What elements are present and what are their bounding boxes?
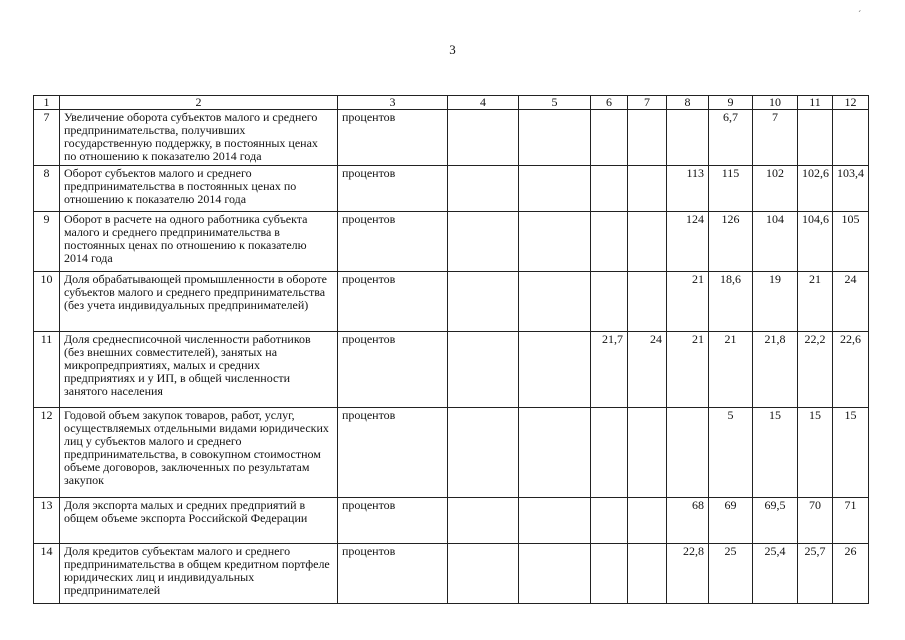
value-cell: 26 [833, 544, 869, 604]
value-cell [448, 212, 519, 272]
value-cell: 15 [753, 408, 798, 498]
column-header: 10 [753, 96, 798, 110]
value-cell [448, 272, 519, 332]
value-cell [591, 110, 628, 166]
table-row [34, 544, 869, 604]
value-cell [798, 110, 833, 166]
row-number-cell: 10 [34, 272, 60, 332]
indicator-name-cell: Оборот в расчете на одного работника субъекта малого и среднего предпринимательства в постоянных ценах по отношению к показателю 2014 года [60, 212, 338, 272]
value-cell [519, 212, 591, 272]
row-number-cell: 11 [34, 332, 60, 408]
value-cell: 68 [667, 498, 709, 544]
table-row [34, 212, 869, 272]
value-cell: 25,7 [798, 544, 833, 604]
value-cell: 21 [709, 332, 753, 408]
column-header: 9 [709, 96, 753, 110]
value-cell: 25,4 [753, 544, 798, 604]
value-cell: 71 [833, 498, 869, 544]
unit-cell: процентов [338, 110, 448, 166]
value-cell: 113 [667, 166, 709, 212]
column-header: 1 [34, 96, 60, 110]
value-cell [448, 110, 519, 166]
indicator-name-cell: Доля среднесписочной численности работников (без внешних совместителей), занятых на микропредприятиях, малых и средних предприятиях и у ИП, в общей численности занятого населения [60, 332, 338, 408]
value-cell: 22,6 [833, 332, 869, 408]
column-header: 7 [628, 96, 667, 110]
value-cell [519, 166, 591, 212]
value-cell [628, 110, 667, 166]
value-cell [628, 272, 667, 332]
value-cell: 15 [833, 408, 869, 498]
unit-cell: процентов [338, 498, 448, 544]
indicator-name-cell: Доля обрабатывающей промышленности в обороте субъектов малого и среднего предпринимательства (без учета индивидуальных предпринимателей) [60, 272, 338, 332]
value-cell: 15 [798, 408, 833, 498]
value-cell: 126 [709, 212, 753, 272]
value-cell [519, 272, 591, 332]
table-row [34, 272, 869, 332]
column-header: 5 [519, 96, 591, 110]
value-cell: 22,8 [667, 544, 709, 604]
value-cell [448, 408, 519, 498]
indicator-name-cell: Доля экспорта малых и средних предприятий в общем объеме экспорта Российской Федерации [60, 498, 338, 544]
value-cell: 70 [798, 498, 833, 544]
value-cell [628, 212, 667, 272]
row-number-cell: 8 [34, 166, 60, 212]
indicator-name-cell: Годовой объем закупок товаров, работ, услуг, осуществляемых отдельными видами юридических лиц у субъектов малого и среднего предпринимательства, в совокупном стоимостном объеме договоров, заключенных по результатам закупок [60, 408, 338, 498]
value-cell [519, 498, 591, 544]
unit-cell: процентов [338, 408, 448, 498]
row-number-cell: 9 [34, 212, 60, 272]
indicators-table [33, 95, 869, 604]
value-cell: 69 [709, 498, 753, 544]
table-row [34, 408, 869, 498]
value-cell [628, 498, 667, 544]
row-number-cell: 7 [34, 110, 60, 166]
value-cell: 103,4 [833, 166, 869, 212]
row-number-cell: 13 [34, 498, 60, 544]
column-header: 6 [591, 96, 628, 110]
value-cell: 22,2 [798, 332, 833, 408]
unit-cell: процентов [338, 332, 448, 408]
value-cell [519, 110, 591, 166]
column-header: 4 [448, 96, 519, 110]
value-cell: 21 [798, 272, 833, 332]
value-cell: 24 [833, 272, 869, 332]
row-number-cell: 14 [34, 544, 60, 604]
value-cell [591, 166, 628, 212]
value-cell: 6,7 [709, 110, 753, 166]
column-header: 12 [833, 96, 869, 110]
unit-cell: процентов [338, 544, 448, 604]
table-row [34, 166, 869, 212]
row-number-cell: 12 [34, 408, 60, 498]
value-cell [591, 272, 628, 332]
value-cell [519, 544, 591, 604]
value-cell [833, 110, 869, 166]
table-row [34, 110, 869, 166]
value-cell: 5 [709, 408, 753, 498]
value-cell: 19 [753, 272, 798, 332]
scan-mark: ´ [858, 10, 862, 21]
value-cell: 115 [709, 166, 753, 212]
value-cell [628, 166, 667, 212]
indicator-name-cell: Увеличение оборота субъектов малого и среднего предпринимательства, получивших государственную поддержку, в постоянных ценах по отношению к показателю 2014 года [60, 110, 338, 166]
value-cell: 7 [753, 110, 798, 166]
value-cell [519, 408, 591, 498]
value-cell [667, 408, 709, 498]
indicator-name-cell: Доля кредитов субъектам малого и среднего предпринимательства в общем кредитном портфеле юридических лиц и индивидуальных предпринимателей [60, 544, 338, 604]
value-cell [591, 212, 628, 272]
value-cell: 102,6 [798, 166, 833, 212]
table-row [34, 332, 869, 408]
column-header: 3 [338, 96, 448, 110]
value-cell: 21,7 [591, 332, 628, 408]
page-number: 3 [449, 42, 456, 57]
value-cell [591, 408, 628, 498]
value-cell [448, 498, 519, 544]
value-cell [519, 332, 591, 408]
value-cell: 18,6 [709, 272, 753, 332]
value-cell [591, 544, 628, 604]
value-cell: 104 [753, 212, 798, 272]
value-cell: 102 [753, 166, 798, 212]
value-cell [628, 544, 667, 604]
column-header: 2 [60, 96, 338, 110]
unit-cell: процентов [338, 272, 448, 332]
value-cell: 21 [667, 272, 709, 332]
table-header-row [34, 96, 869, 110]
value-cell: 24 [628, 332, 667, 408]
value-cell: 105 [833, 212, 869, 272]
indicator-name-cell: Оборот субъектов малого и среднего предпринимательства в постоянных ценах по отношению к показателю 2014 года [60, 166, 338, 212]
value-cell [667, 110, 709, 166]
unit-cell: процентов [338, 212, 448, 272]
value-cell: 25 [709, 544, 753, 604]
unit-cell: процентов [338, 166, 448, 212]
value-cell [591, 498, 628, 544]
table-body [34, 96, 869, 604]
value-cell [628, 408, 667, 498]
value-cell: 124 [667, 212, 709, 272]
value-cell [448, 166, 519, 212]
column-header: 11 [798, 96, 833, 110]
table-row [34, 498, 869, 544]
column-header: 8 [667, 96, 709, 110]
value-cell [448, 332, 519, 408]
value-cell: 21,8 [753, 332, 798, 408]
value-cell: 21 [667, 332, 709, 408]
value-cell: 69,5 [753, 498, 798, 544]
value-cell [448, 544, 519, 604]
value-cell: 104,6 [798, 212, 833, 272]
